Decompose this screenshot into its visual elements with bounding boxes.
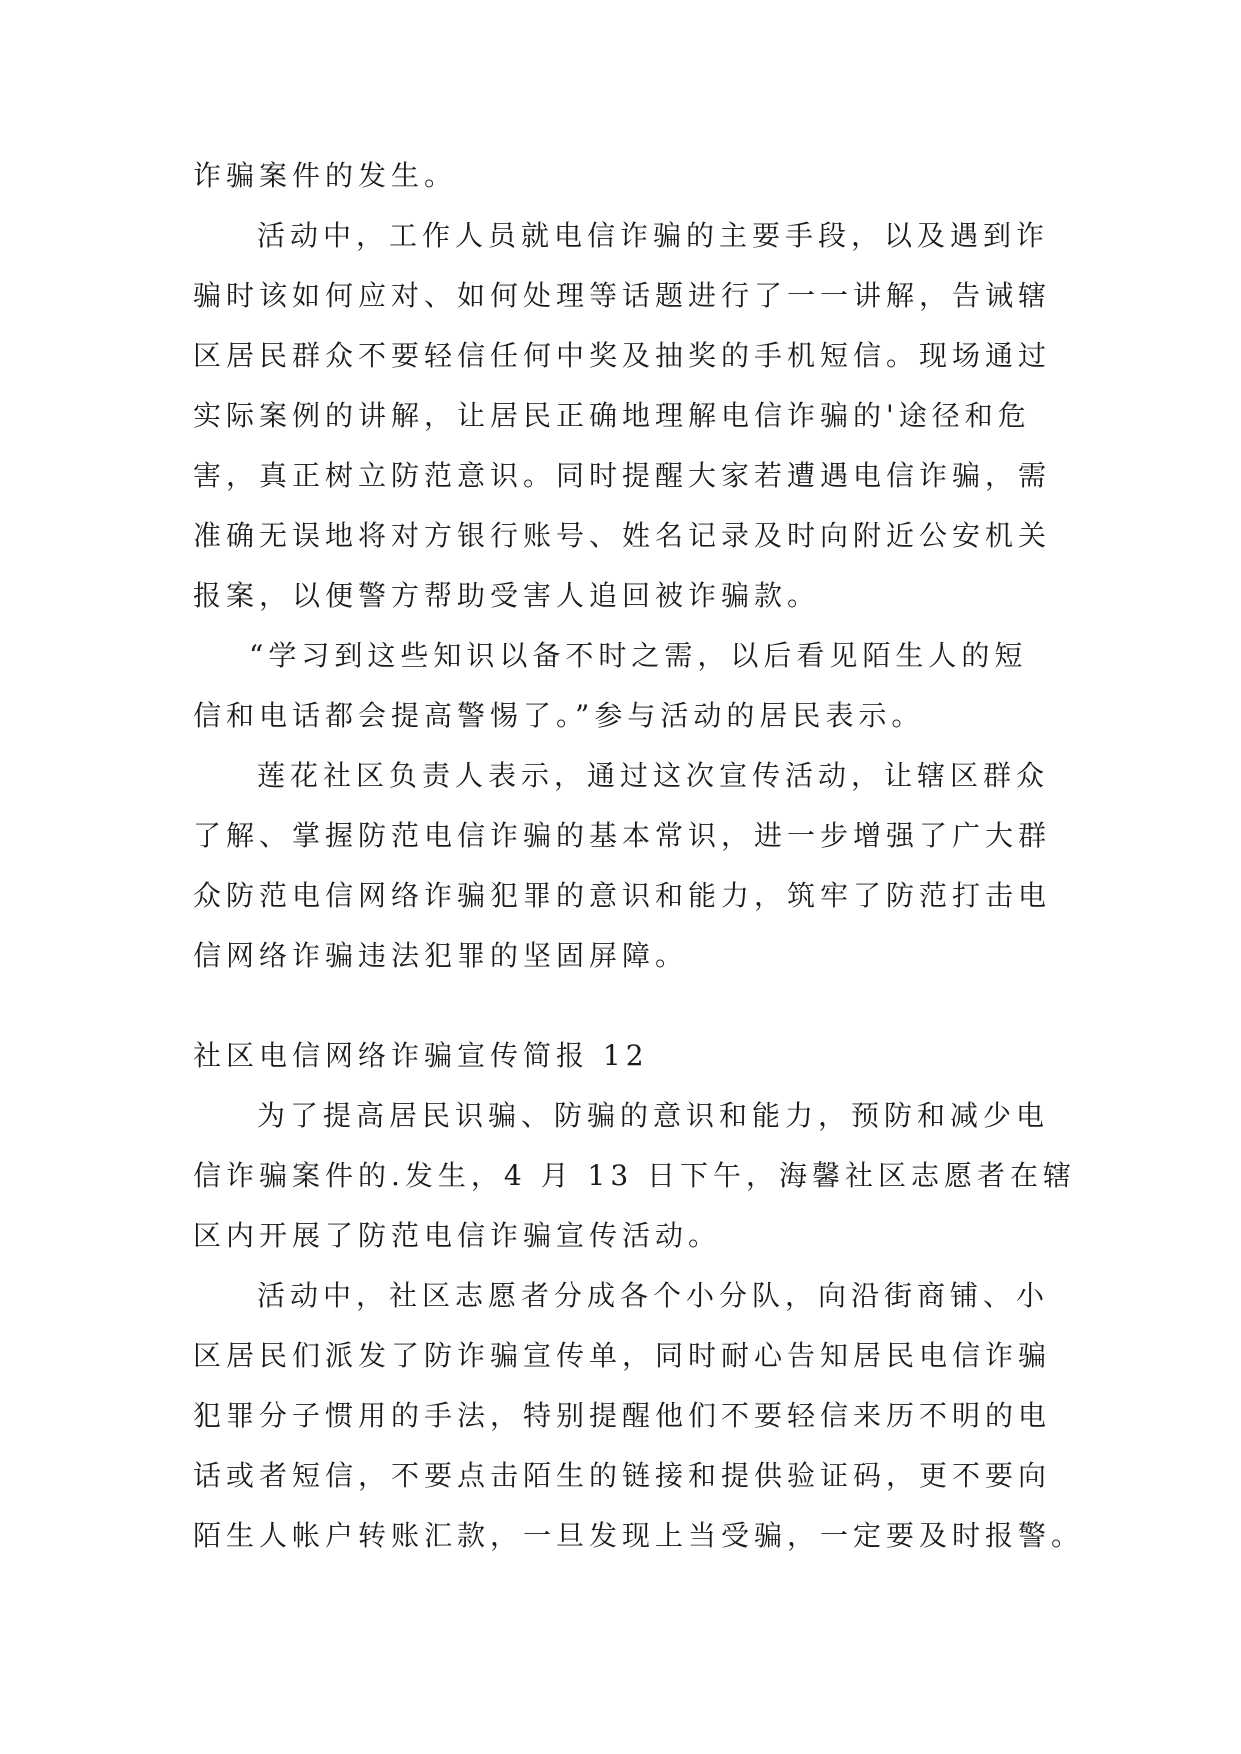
paragraph-line: “学习到这些知识以备不时之需，以后看见陌生人的短 <box>249 639 1028 672</box>
paragraph-line: 诈骗案件的发生。 <box>193 159 458 192</box>
paragraph-line: 犯罪分子惯用的手法，特别提醒他们不要轻信来历不明的电 <box>193 1399 1052 1432</box>
paragraph-line: 活动中，工作人员就电信诈骗的主要手段，以及遇到诈 <box>257 219 1050 252</box>
paragraph-line: 陌生人帐户转账汇款，一旦发现上当受骗，一定要及时报警。 <box>193 1519 1085 1552</box>
paragraph-line: 了解、掌握防范电信诈骗的基本常识，进一步增强了广大群 <box>193 819 1052 852</box>
paragraph-line: 准确无误地将对方银行账号、姓名记录及时向附近公安机关 <box>193 519 1052 552</box>
section-1-body <box>193 146 1059 986</box>
section-2-body <box>193 1026 1085 1566</box>
paragraph-line: 信诈骗案件的.发生，4 月 13 日下午，海馨社区志愿者在辖 <box>193 1159 1077 1192</box>
paragraph-line: 信和电话都会提高警惕了。”参与活动的居民表示。 <box>193 699 925 732</box>
paragraph-line: 信网络诈骗违法犯罪的坚固屏障。 <box>193 939 689 972</box>
paragraph-line: 活动中，社区志愿者分成各个小分队，向沿街商铺、小 <box>257 1279 1050 1312</box>
paragraph-line: 为了提高居民识骗、防骗的意识和能力，预防和减少电 <box>257 1099 1050 1132</box>
paragraph-line: 话或者短信，不要点击陌生的链接和提供验证码，更不要向 <box>193 1459 1052 1492</box>
paragraph-line: 区居民们派发了防诈骗宣传单，同时耐心告知居民电信诈骗 <box>193 1339 1052 1372</box>
paragraph-line: 众防范电信网络诈骗犯罪的意识和能力，筑牢了防范打击电 <box>193 879 1052 912</box>
paragraph-line: 害，真正树立防范意识。同时提醒大家若遭遇电信诈骗，需 <box>193 459 1052 492</box>
section-title: 社区电信网络诈骗宣传简报 12 <box>193 1039 649 1072</box>
paragraph-line: 区内开展了防范电信诈骗宣传活动。 <box>193 1219 722 1252</box>
paragraph-line: 莲花社区负责人表示，通过这次宣传活动，让辖区群众 <box>257 759 1050 792</box>
paragraph-line: 报案，以便警方帮助受害人追回被诈骗款。 <box>193 579 821 612</box>
paragraph-line: 区居民群众不要轻信任何中奖及抽奖的手机短信。现场通过 <box>193 339 1052 372</box>
paragraph-line: 骗时该如何应对、如何处理等话题进行了一一讲解，告诫辖 <box>193 279 1052 312</box>
paragraph-line: 实际案例的讲解，让居民正确地理解电信诈骗的'途径和危 <box>193 399 1031 432</box>
